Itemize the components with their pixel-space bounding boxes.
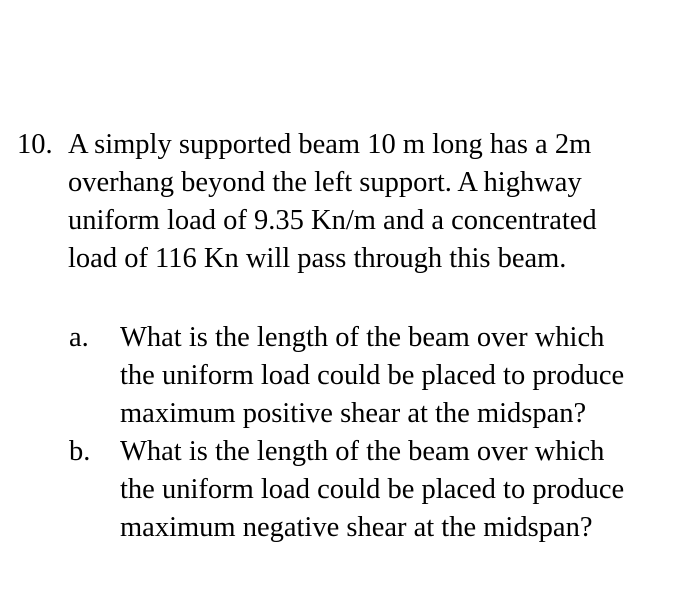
problem-text — [68, 126, 658, 278]
problem-number: 10. — [17, 129, 53, 160]
part-line: the uniform load could be placed to produce — [120, 474, 625, 505]
question-part-b — [69, 433, 689, 547]
problem-line: uniform load of 9.35 Kn/m and a concentrated — [68, 205, 597, 236]
part-line: What is the length of the beam over which — [120, 322, 605, 353]
part-line: maximum negative shear at the midspan? — [120, 512, 593, 543]
question-parts — [17, 319, 689, 547]
problem-line: A simply supported beam 10 m long has a 2m — [68, 129, 592, 160]
problem-line: load of 116 Kn will pass through this beam. — [68, 243, 567, 274]
part-line: the uniform load could be placed to produce — [120, 360, 625, 391]
part-line: What is the length of the beam over which — [120, 436, 605, 467]
part-line: maximum positive shear at the midspan? — [120, 398, 587, 429]
problem-statement — [17, 126, 689, 278]
problem-line: overhang beyond the left support. A highway — [68, 167, 582, 198]
part-marker-b: b. — [69, 436, 91, 467]
question-part-a — [69, 319, 689, 433]
part-marker-a: a. — [69, 322, 89, 353]
part-text-b — [120, 433, 670, 547]
part-text-a — [120, 319, 670, 433]
problem-block — [17, 126, 689, 547]
